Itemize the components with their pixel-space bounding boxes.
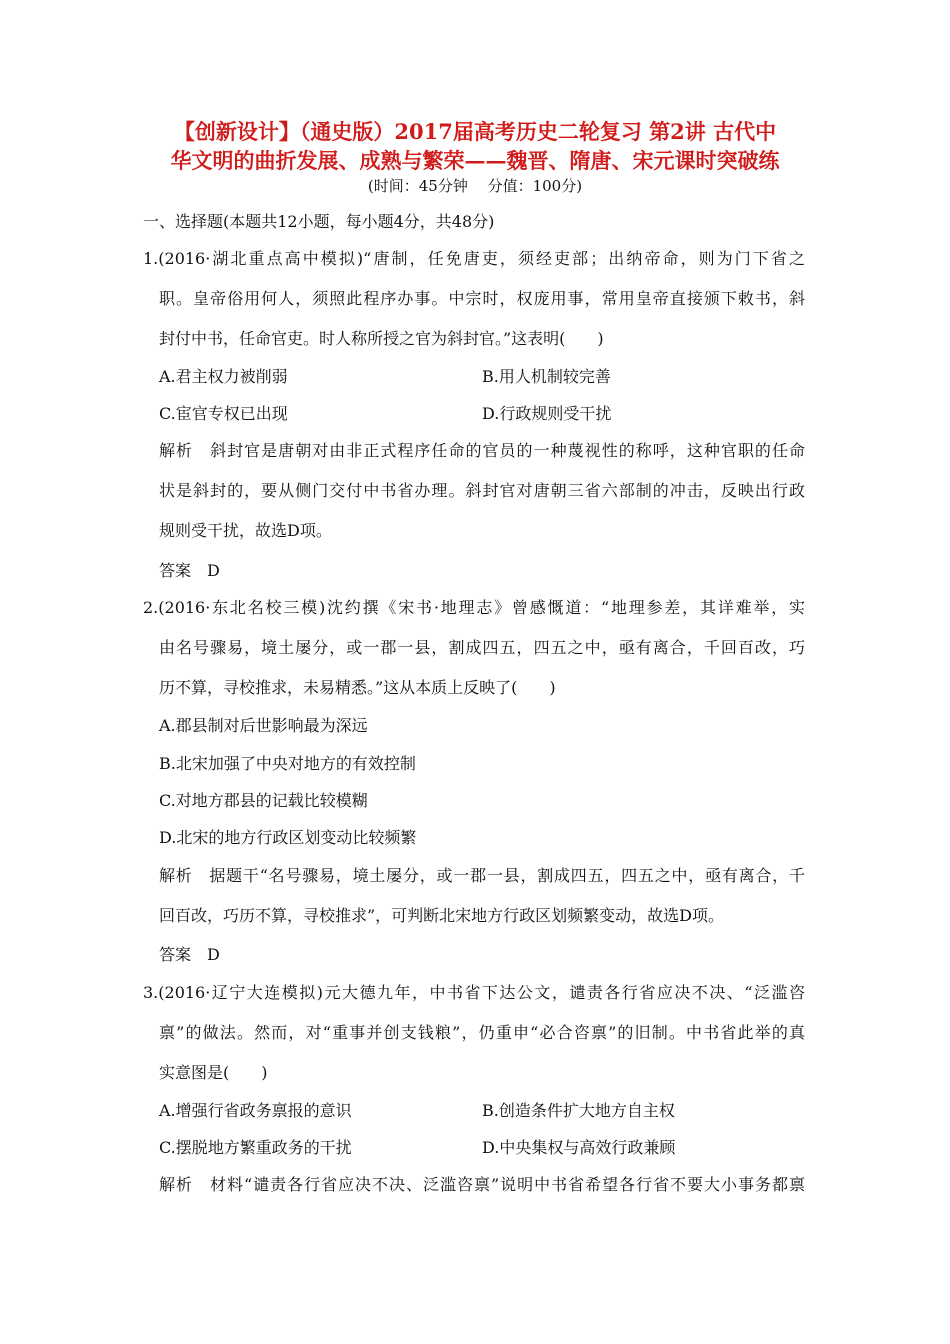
q1-analysis-line-3: 规则受干扰，故选D项。: [159, 521, 332, 540]
q1-option-d: D.行政规则受干扰: [482, 404, 612, 423]
q2-stem-line-3: 历不算，寻校推求，未易精悉。”这从本质上反映了( ): [159, 678, 556, 697]
q2-stem-line-2: 由名号骤易，境土屡分，或一郡一县，割成四五，四五之中，亟有离合，千回百改，巧: [159, 638, 805, 657]
q2-option-d: D.北宋的地方行政区划变动比较频繁: [159, 828, 417, 847]
q2-option-a: A.郡县制对后世影响最为深远: [159, 716, 368, 735]
q3-stem-line-2: 禀”的做法。然而，对“重事并创支钱粮”，仍重申“必合咨禀”的旧制。中书省此举的真: [159, 1023, 805, 1042]
q3-option-a: A.增强行省政务禀报的意识: [159, 1101, 352, 1120]
q2-answer: 答案 D: [159, 945, 220, 964]
document-title-line-1: 【创新设计】（通史版）2017届高考历史二轮复习 第2讲 古代中: [173, 119, 777, 144]
q1-option-b: B.用人机制较完善: [482, 367, 611, 386]
q1-analysis-line-2: 状是斜封的，要从侧门交付中书省办理。斜封官对唐朝三省六部制的冲击，反映出行政: [159, 481, 805, 500]
q1-stem-line-2: 职。皇帝俗用何人，须照此程序办事。中宗时，权庞用事，常用皇帝直接颁下敕书，斜: [159, 289, 805, 308]
q3-option-b: B.创造条件扩大地方自主权: [482, 1101, 675, 1120]
q2-option-b: B.北宋加强了中央对地方的有效控制: [159, 754, 416, 773]
q1-analysis-line-1: 解析 斜封官是唐朝对由非正式程序任命的官员的一种蔑视性的称呼，这种官职的任命: [159, 441, 805, 460]
q2-analysis-line-1: 解析 据题干“名号骤易，境土屡分，或一郡一县，割成四五，四五之中，亟有离合，千: [159, 866, 805, 885]
q2-option-c: C.对地方郡县的记载比较模糊: [159, 791, 368, 810]
q3-stem-line-3: 实意图是( ): [159, 1063, 268, 1082]
q1-answer: 答案 D: [159, 561, 220, 580]
q2-stem-line-1: 2.(2016·东北名校三模)沈约撰《宋书·地理志》曾感慨道：“地理参差，其详难举，实: [143, 598, 805, 617]
q1-stem-line-3: 封付中书，任命官吏。时人称所授之官为斜封官。”这表明( ): [159, 329, 604, 348]
q2-analysis-line-2: 回百改，巧历不算，寻校推求”，可判断北宋地方行政区划频繁变动，故选D项。: [159, 906, 725, 925]
section-heading: 一、选择题(本题共12小题，每小题4分，共48分): [143, 212, 495, 231]
q1-option-a: A.君主权力被削弱: [159, 367, 288, 386]
q3-option-d: D.中央集权与高效行政兼顾: [482, 1138, 676, 1157]
document-title-line-2: 华文明的曲折发展、成熟与繁荣——魏晋、隋唐、宋元课时突破练: [170, 148, 780, 173]
q1-stem-line-1: 1.(2016·湖北重点高中模拟)“唐制，任免唐吏，须经吏部；出纳帝命，则为门下省之: [143, 249, 805, 268]
time-score-info: (时间：45分钟 分值：100分): [367, 177, 583, 195]
q1-option-c: C.宦官专权已出现: [159, 404, 288, 423]
q3-stem-line-1: 3.(2016·辽宁大连模拟)元大德九年，中书省下达公文，谴责各行省应决不决、“泛滥咨: [143, 983, 805, 1002]
q3-analysis-line-1: 解析 材料“谴责各行省应决不决、泛滥咨禀”说明中书省希望各行省不要大小事务都禀: [159, 1175, 805, 1194]
q3-option-c: C.摆脱地方繁重政务的干扰: [159, 1138, 352, 1157]
